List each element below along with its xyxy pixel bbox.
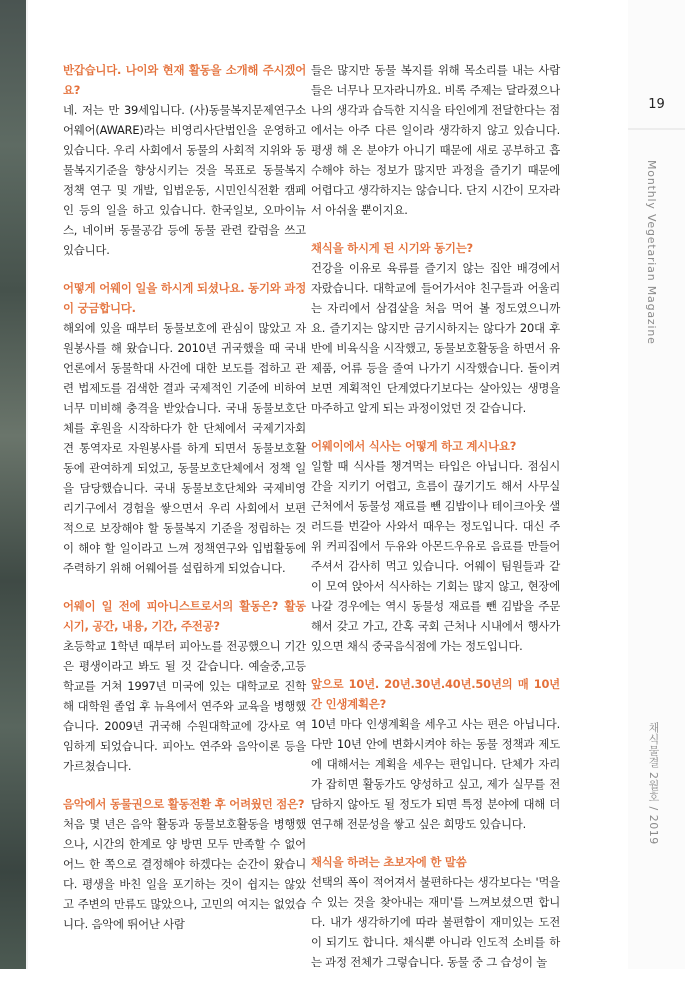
question-heading: 음악에서 동물권으로 활동전환 후 어려웠던 점은? [63, 797, 305, 811]
answer-paragraph: 초등학교 1학년 때부터 피아노를 전공했으니 기간은 평생이라고 봐도 될 것 같습니다. 예술중,고등학교를 거쳐 1997년 미국에 있는 대학교로 진학해 대학원 졸업 후 뉴욕에서 연주와 교육을 병행했습니다. 2009년 귀국해 수원대학교에 강사로 역임하게 되었습니다. 피아노 연주와 음악이론 등을 가르쳤습니다. [63, 639, 306, 773]
question-heading: 어웨이 일 전에 피아니스트로서의 활동은? 활동 시기, 공간, 내용, 기간, 주전공? [63, 599, 306, 633]
answer-paragraph: 일할 때 식사를 챙겨먹는 타입은 아닙니다. 점심시간을 지키기 어렵고, 흐름이 끊기기도 해서 사무실 근처에서 동물성 재료를 뺀 김밥이나 테이크아웃 샐러드를 번갈아 사와서 때우는 정도입니다. 대신 주위 커피집에서 두유와 아몬드우유로 음료를 만들어 주셔서 감사히 먹고 있습니다. 어웨이 팀원들과 같이 모여 앉아서 식사하는 기회는 많지 않고, 현장에 나갈 경우에는 역시 동물성 재료를 뺀 김밥을 주문해서 갖고 가고, 간혹 국회 근처나 시내에서 행사가 있으면 채식 중국음식점에 가는 정도입니다. [311, 459, 560, 653]
page-tab-divider [628, 128, 685, 130]
right-column [311, 60, 560, 990]
answer-paragraph: 들은 많지만 동물 복지를 위해 목소리를 내는 사람들은 너무나 모자라니까요. 비록 주제는 달라졌으나 나의 생각과 습득한 지식을 타인에게 전달한다는 점에서는 아주 다른 일이라 생각하지 않고 있습니다. 평생 해 온 분야가 아니기 때문에 새로 공부하고 흡수해야 하는 정보가 많지만 과정을 즐기기 때문에 어렵다고 생각하지는 않습니다. 단지 시간이 모자라서 아쉬울 뿐이지요. [311, 63, 560, 217]
background-photo-strip [0, 0, 28, 969]
answer-paragraph: 건강을 이유로 육류를 즐기지 않는 집안 배경에서 자랐습니다. 대학교에 들어가서야 친구들과 어울리는 자리에서 삼겹살을 처음 먹어 볼 정도였으니까요. 즐기지는 않지만 금기시하지는 않다가 20대 후반에 비육식을 시작했고, 동물보호활동을 하면서 유제품, 어류 등을 줄여 나가기 시작했습니다. 돌이켜보면 계획적인 단계였다기보다는 살아있는 생명을 마주하고 알게 되는 과정이었던 것 같습니다. [311, 261, 560, 415]
question-heading: 채식을 하시게 된 시기와 동기는? [311, 241, 473, 255]
page-number: 19 [648, 97, 665, 112]
magazine-name: Monthly Vegetarian Magazine [645, 160, 658, 345]
question-heading: 앞으로 10년. 20년.30년.40년.50년의 매 10년 간 인생계획은? [311, 677, 560, 711]
answer-paragraph: 네. 저는 만 39세입니다. (사)동물복지문제연구소 어웨어(AWARE)라는 비영리사단법인을 운영하고 있습니다. 우리 사회에서 동물의 사회적 지위와 동물복지기준을 향상시키는 것을 목표로 동물복지 정책 연구 및 개발, 입법운동, 시민인식전환 캠페인 등의 일을 하고 있습니다. 한국일보, 오마이뉴스, 네이버 동물공감 등에 동물 관련 칼럼을 쓰고 있습니다. [63, 103, 306, 257]
issue-label: 채식물결 2월호 / 2019 [647, 722, 660, 845]
answer-paragraph: 선택의 폭이 적어져서 불편하다는 생각보다는 '먹을 수 있는 것을 찾아내는 재미'를 느껴보셨으면 합니다. 내가 생각하기에 따라 불편함이 재미있는 도전이 되기도 합니다. 채식뿐 아니라 인도적 소비를 하는 과정 전체가 그렇습니다. 동물 중 그 습성이 놀 [311, 875, 560, 969]
question-heading: 어떻게 어웨이 일을 하시게 되셨나요. 동기와 과정이 궁금합니다. [63, 281, 306, 315]
left-column [63, 60, 306, 952]
question-heading: 어웨이에서 식사는 어떻게 하고 계시나요? [311, 439, 517, 453]
answer-paragraph: 10년 마다 인생계획을 세우고 사는 편은 아닙니다. 다만 10년 안에 변화시켜야 하는 동물 정책과 제도에 대해서는 계획을 세우는 편입니다. 단체가 자리가 잡히면 활동가도 양성하고 싶고, 제가 실무를 전담하지 않아도 될 정도가 되면 특정 분야에 대해 더 연구해 전문성을 쌓고 싶은 희망도 있습니다. [311, 717, 560, 831]
question-heading: 채식을 하려는 초보자에 한 말씀 [311, 855, 467, 869]
answer-paragraph: 해외에 있을 때부터 동물보호에 관심이 많았고 자원봉사를 해 왔습니다. 2010년 귀국했을 때 국내 언론에서 동물학대 사건에 대한 보도를 접하고 관련 법제도를 검색한 결과 국제적인 기준에 비하여 너무 미비해 충격을 받았습니다. 국내 동물보호단체를 후원을 시작하다가 한 단체에서 국제기자회견 통역자로 자원봉사를 하게 되면서 동물보호활동에 관여하게 되었고, 동물보호단체에서 정책 일을 담당했습니다. 국내 동물보호단체와 국제비영리기구에서 경험을 쌓으면서 우리 사회에서 보편적으로 보장해야 할 동물복지 기준을 정립하는 것이 해야 할 일이라고 느껴 정책연구와 입법활동에 주력하기 위해 어웨어를 설립하게 되었습니다. [63, 321, 306, 575]
question-heading: 반갑습니다. 나이와 현재 활동을 소개해 주시겠어요? [63, 63, 306, 97]
answer-paragraph: 처음 몇 년은 음악 활동과 동물보호활동을 병행했으나, 시간의 한계로 양 방면 모두 만족할 수 없어 어느 한 쪽으로 결정해야 하겠다는 순간이 왔습니다. 평생을 바친 일을 포기하는 것이 쉽지는 않았고 주변의 만류도 많았으나, 고민의 여지는 없었습니다. 음악에 뛰어난 사람 [63, 817, 306, 931]
